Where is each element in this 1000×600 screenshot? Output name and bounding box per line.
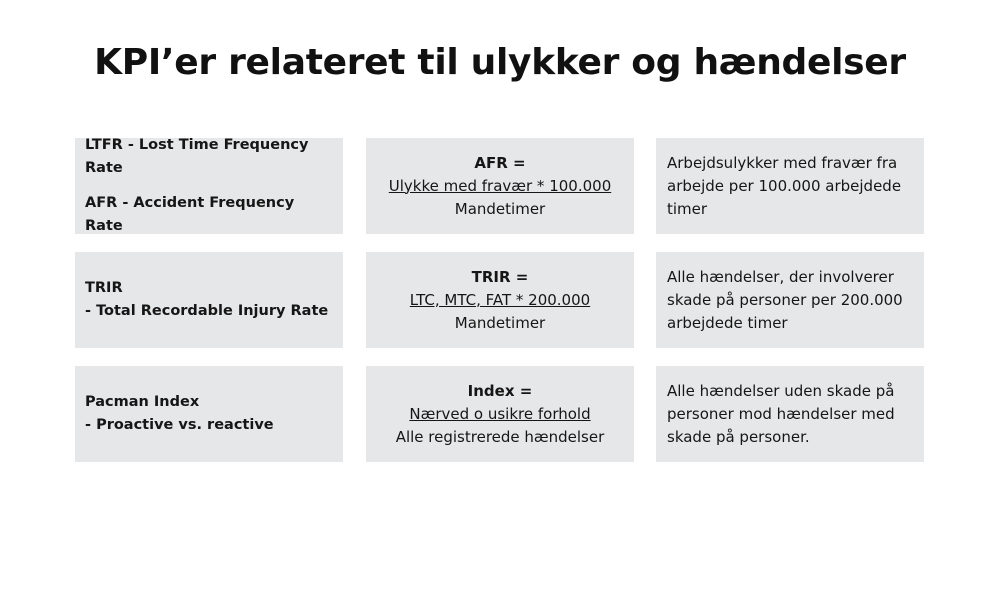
page-title: KPI’er relateret til ulykker og hændelser [94,42,906,83]
formula-denominator: Alle registrerede hændelser [395,427,605,446]
kpi-formula-cell-pacman [366,366,634,462]
formula-label: Index = [467,381,533,400]
kpi-description-cell-afr: Arbejdsulykker med fravær fra arbejde per 100.000 arbejdede timer [656,138,924,234]
formula-denominator: Mandetimer [454,199,546,218]
kpi-name-line: TRIR [85,280,123,296]
kpi-name-line: AFR - Accident Frequency Rate [85,195,295,234]
kpi-formula-cell-trir [366,252,634,348]
kpi-name-cell-ltfr [75,138,343,234]
kpi-name-line: - Total Recordable Injury Rate [85,303,329,319]
kpi-description-cell-pacman: Alle hændelser uden skade på personer mod hændelser med skade på personer. [656,366,924,462]
formula-denominator: Mandetimer [454,313,546,332]
formula-numerator: LTC, MTC, FAT * 200.000 [409,290,591,309]
formula-label: AFR = [474,153,526,172]
kpi-description-cell-trir: Alle hændelser, der involverer skade på personer per 200.000 arbejdede timer [656,252,924,348]
kpi-name-cell-trir [75,252,343,348]
kpi-name-line: - Proactive vs. reactive [85,417,274,433]
kpi-name-line: LTFR - Lost Time Frequency Rate [85,137,309,176]
formula-numerator: Ulykke med fravær * 100.000 [388,176,612,195]
kpi-name-cell-pacman [75,366,343,462]
formula-numerator: Nærved o usikre forhold [409,404,591,423]
kpi-name-line: Pacman Index [85,394,200,410]
formula-label: TRIR = [471,267,529,286]
kpi-formula-cell-afr [366,138,634,234]
